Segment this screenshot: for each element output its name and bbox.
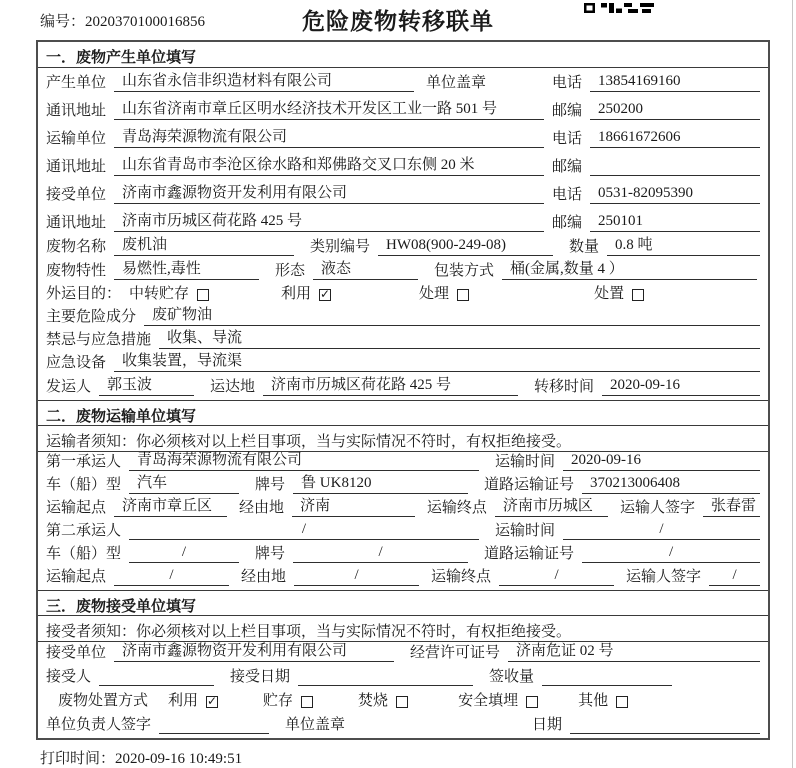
origin1-label: 运输起点 [46,500,107,516]
manifest-table [36,40,770,740]
plate1-label: 牌号 [255,477,286,493]
serial-value: 2020370100016856 [85,14,206,30]
purpose-transfer-option [129,282,209,303]
unit-seal-label: 单位盖章 [285,717,346,733]
sign2-value: / [709,567,760,586]
page-title: 危险废物转移联单 [302,9,494,34]
destination-value: 济南市历城区荷花路 425 号 [263,373,518,396]
zip1-value: 250200 [590,101,760,120]
permit2-value: / [582,544,760,563]
category-label: 类别编号 [310,239,371,255]
purpose-use-label: 利用 [281,286,312,302]
serial-label: 编号： [40,14,86,30]
acceptor-value [99,667,214,686]
section2-header: 二．废物运输单位填写 [38,400,768,426]
packing-label: 包装方式 [434,263,495,279]
acceptor-row [38,666,768,690]
disposal-burn-option [358,689,408,710]
receiver-address-row [38,208,768,236]
disposal-store-label: 贮存 [263,693,294,709]
disposal-landfill-checkbox [526,696,538,708]
address1-value: 山东省济南市章丘区明水经济技术开发区工业一路 501 号 [114,97,544,120]
disposal-landfill-option [458,689,538,710]
date-value [570,715,760,734]
category-value: HW08(900-249-08) [378,237,553,256]
end1-label: 运输终点 [426,500,487,516]
zip2-label: 邮编 [551,159,582,175]
disposal-other-checkbox [616,696,628,708]
disposal-other-label: 其他 [578,693,609,709]
purpose-transfer-checkbox [197,289,209,301]
plate2-label: 牌号 [255,546,286,562]
producer-address-row [38,96,768,124]
end2-label: 运输终点 [431,569,492,585]
page-edge-divider [792,0,793,768]
transporter-label: 运输单位 [46,131,107,147]
license-value: 济南危证 02 号 [508,639,760,662]
carrier1-value: 青岛海荣源物流有限公司 [129,448,479,471]
transfer-time-label: 转移时间 [534,379,595,395]
section1-header: 一．废物产生单位填写 [38,42,768,68]
hazard-label: 主要危险成分 [46,309,137,325]
permit1-value: 370213006408 [582,475,760,494]
zip2-value [590,157,760,176]
via2-label: 经由地 [241,569,287,585]
phone3-label: 电话 [551,187,582,203]
accept-unit-value: 济南市鑫源物资开发利用有限公司 [114,639,394,662]
license-label: 经营许可证号 [410,645,501,661]
transfer-time-value: 2020-09-16 [602,377,760,396]
accept-date-value [298,667,473,686]
producer-value: 山东省永信非织造材料有限公司 [114,69,414,92]
zip3-label: 邮编 [551,215,582,231]
packing-value: 桶(金属,数量 4 ） [502,257,757,280]
via2-value: / [294,567,419,586]
carrier2-label: 第二承运人 [46,523,122,539]
disposal-label: 废物处置方式 [58,693,149,709]
address3-value: 济南市历城区荷花路 425 号 [114,209,544,232]
receipt-value [542,667,672,686]
purpose-dispose-option [594,282,644,303]
route1-row [38,498,768,521]
disposal-row [38,690,768,714]
form-label: 形态 [275,263,306,279]
consignor-value: 郭玉波 [99,373,194,396]
time2-label: 运输时间 [495,523,556,539]
carrier2-row [38,521,768,544]
purpose-dispose-checkbox [632,289,644,301]
accept-date-label: 接受日期 [230,669,291,685]
receipt-label: 签收量 [489,669,535,685]
accept-unit-label: 接受单位 [46,645,107,661]
purpose-treat-checkbox [457,289,469,301]
waste-name-label: 废物名称 [46,239,107,255]
time1-label: 运输时间 [495,454,556,470]
disposal-store-option [263,689,313,710]
plate2-value: / [293,544,468,563]
print-time-value: 2020-09-16 10:49:51 [115,751,243,767]
transporter-address-row [38,152,768,180]
quantity-value: 0.8 吨 [607,233,760,256]
phone2-value: 18661672606 [590,129,760,148]
address3-label: 通讯地址 [46,215,107,231]
transporter-value: 青岛海荣源物流有限公司 [114,125,544,148]
receiver-value: 济南市鑫源物资开发利用有限公司 [114,181,544,204]
phone1-label: 电话 [551,75,582,91]
carrier1-label: 第一承运人 [46,454,122,470]
permit2-label: 道路运输证号 [484,546,575,562]
phone2-label: 电话 [551,131,582,147]
address2-label: 通讯地址 [46,159,107,175]
purpose-use-option [281,282,331,303]
print-time-label: 打印时间： [40,751,116,767]
property-label: 废物特性 [46,263,107,279]
producer-label: 产生单位 [46,75,107,91]
via1-label: 经由地 [239,500,285,516]
disposal-other-option [578,689,628,710]
disposal-use-label: 利用 [168,693,199,709]
vehicle2-row [38,544,768,567]
disposal-use-option [168,689,218,710]
quantity-label: 数量 [569,239,600,255]
producer-row [38,68,768,96]
disposal-landfill-label: 安全填埋 [458,693,519,709]
responsible-label: 单位负责人签字 [46,717,152,733]
acceptor-label: 接受人 [46,669,92,685]
phone3-value: 0531-82095390 [590,185,760,204]
purpose-treat-label: 处理 [419,286,450,302]
waste-name-value: 废机油 [114,233,294,256]
purpose-dispose-label: 处置 [594,286,625,302]
vehicle1-value: 汽车 [129,471,239,494]
disposal-store-checkbox [301,696,313,708]
purpose-use-checkbox: ✓ [320,287,331,301]
section3-header: 三．废物接受单位填写 [38,590,768,616]
via1-value: 济南 [292,494,415,517]
consignor-row [38,376,768,400]
origin2-label: 运输起点 [46,569,107,585]
print-time [40,747,242,768]
responsible-sign-row [38,714,768,738]
sign1-label: 运输人签字 [619,500,695,516]
route2-row [38,567,768,590]
transporter-row [38,124,768,152]
responsible-value [159,715,269,734]
end1-value: 济南市历城区 [495,494,608,517]
transporter-notice: 运输者须知：你必须核对以上栏目事项，当与实际情况不符时，有权拒绝接受。 [38,426,768,452]
equipment-label: 应急设备 [46,355,107,371]
seal-label: 单位盖章 [426,75,487,91]
carrier2-value: / [129,521,479,540]
property-value: 易燃性,毒性 [114,257,259,280]
receiver-notice: 接受者须知：你必须核对以上栏目事项，当与实际情况不符时，有权拒绝接受。 [38,616,768,642]
destination-label: 运达地 [210,379,256,395]
receiver-row [38,180,768,208]
disposal-use-checkbox: ✓ [207,694,218,708]
vehicle2-value: / [129,544,239,563]
origin1-value: 济南市章丘区 [114,494,227,517]
zip3-value: 250101 [590,213,760,232]
permit1-label: 道路运输证号 [484,477,575,493]
receiver-label: 接受单位 [46,187,107,203]
accept-unit-row [38,642,768,666]
sign2-label: 运输人签字 [626,569,702,585]
phone1-value: 13854169160 [590,73,760,92]
equipment-value: 收集装置，导流渠 [114,349,760,372]
address1-label: 通讯地址 [46,103,107,119]
taboo-label: 禁忌与应急措施 [46,332,152,348]
origin2-value: / [114,567,229,586]
time2-value: / [563,521,760,540]
purpose-transfer-label: 中转贮存 [129,286,190,302]
form-value: 液态 [313,257,418,280]
hazard-value: 废矿物油 [144,303,760,326]
disposal-burn-label: 焚烧 [358,693,389,709]
zip1-label: 邮编 [551,103,582,119]
waste-property-row [38,260,768,284]
sign1-value: 张春雷 [703,494,760,517]
disposal-burn-checkbox [396,696,408,708]
document-header [0,0,796,38]
address2-value: 山东省青岛市李沧区徐水路和郑佛路交叉口东侧 20 米 [114,153,544,176]
consignor-label: 发运人 [46,379,92,395]
date-label: 日期 [531,717,562,733]
plate1-value: 鲁 UK8120 [293,471,468,494]
purpose-treat-option [419,282,469,303]
end2-value: / [499,567,614,586]
time1-value: 2020-09-16 [563,452,760,471]
taboo-value: 收集、导流 [159,326,760,349]
qr-code-fragment-icon [584,0,654,10]
vehicle2-label: 车（船）型 [46,546,122,562]
vehicle1-label: 车（船）型 [46,477,122,493]
purpose-label: 外运目的： [46,286,122,302]
